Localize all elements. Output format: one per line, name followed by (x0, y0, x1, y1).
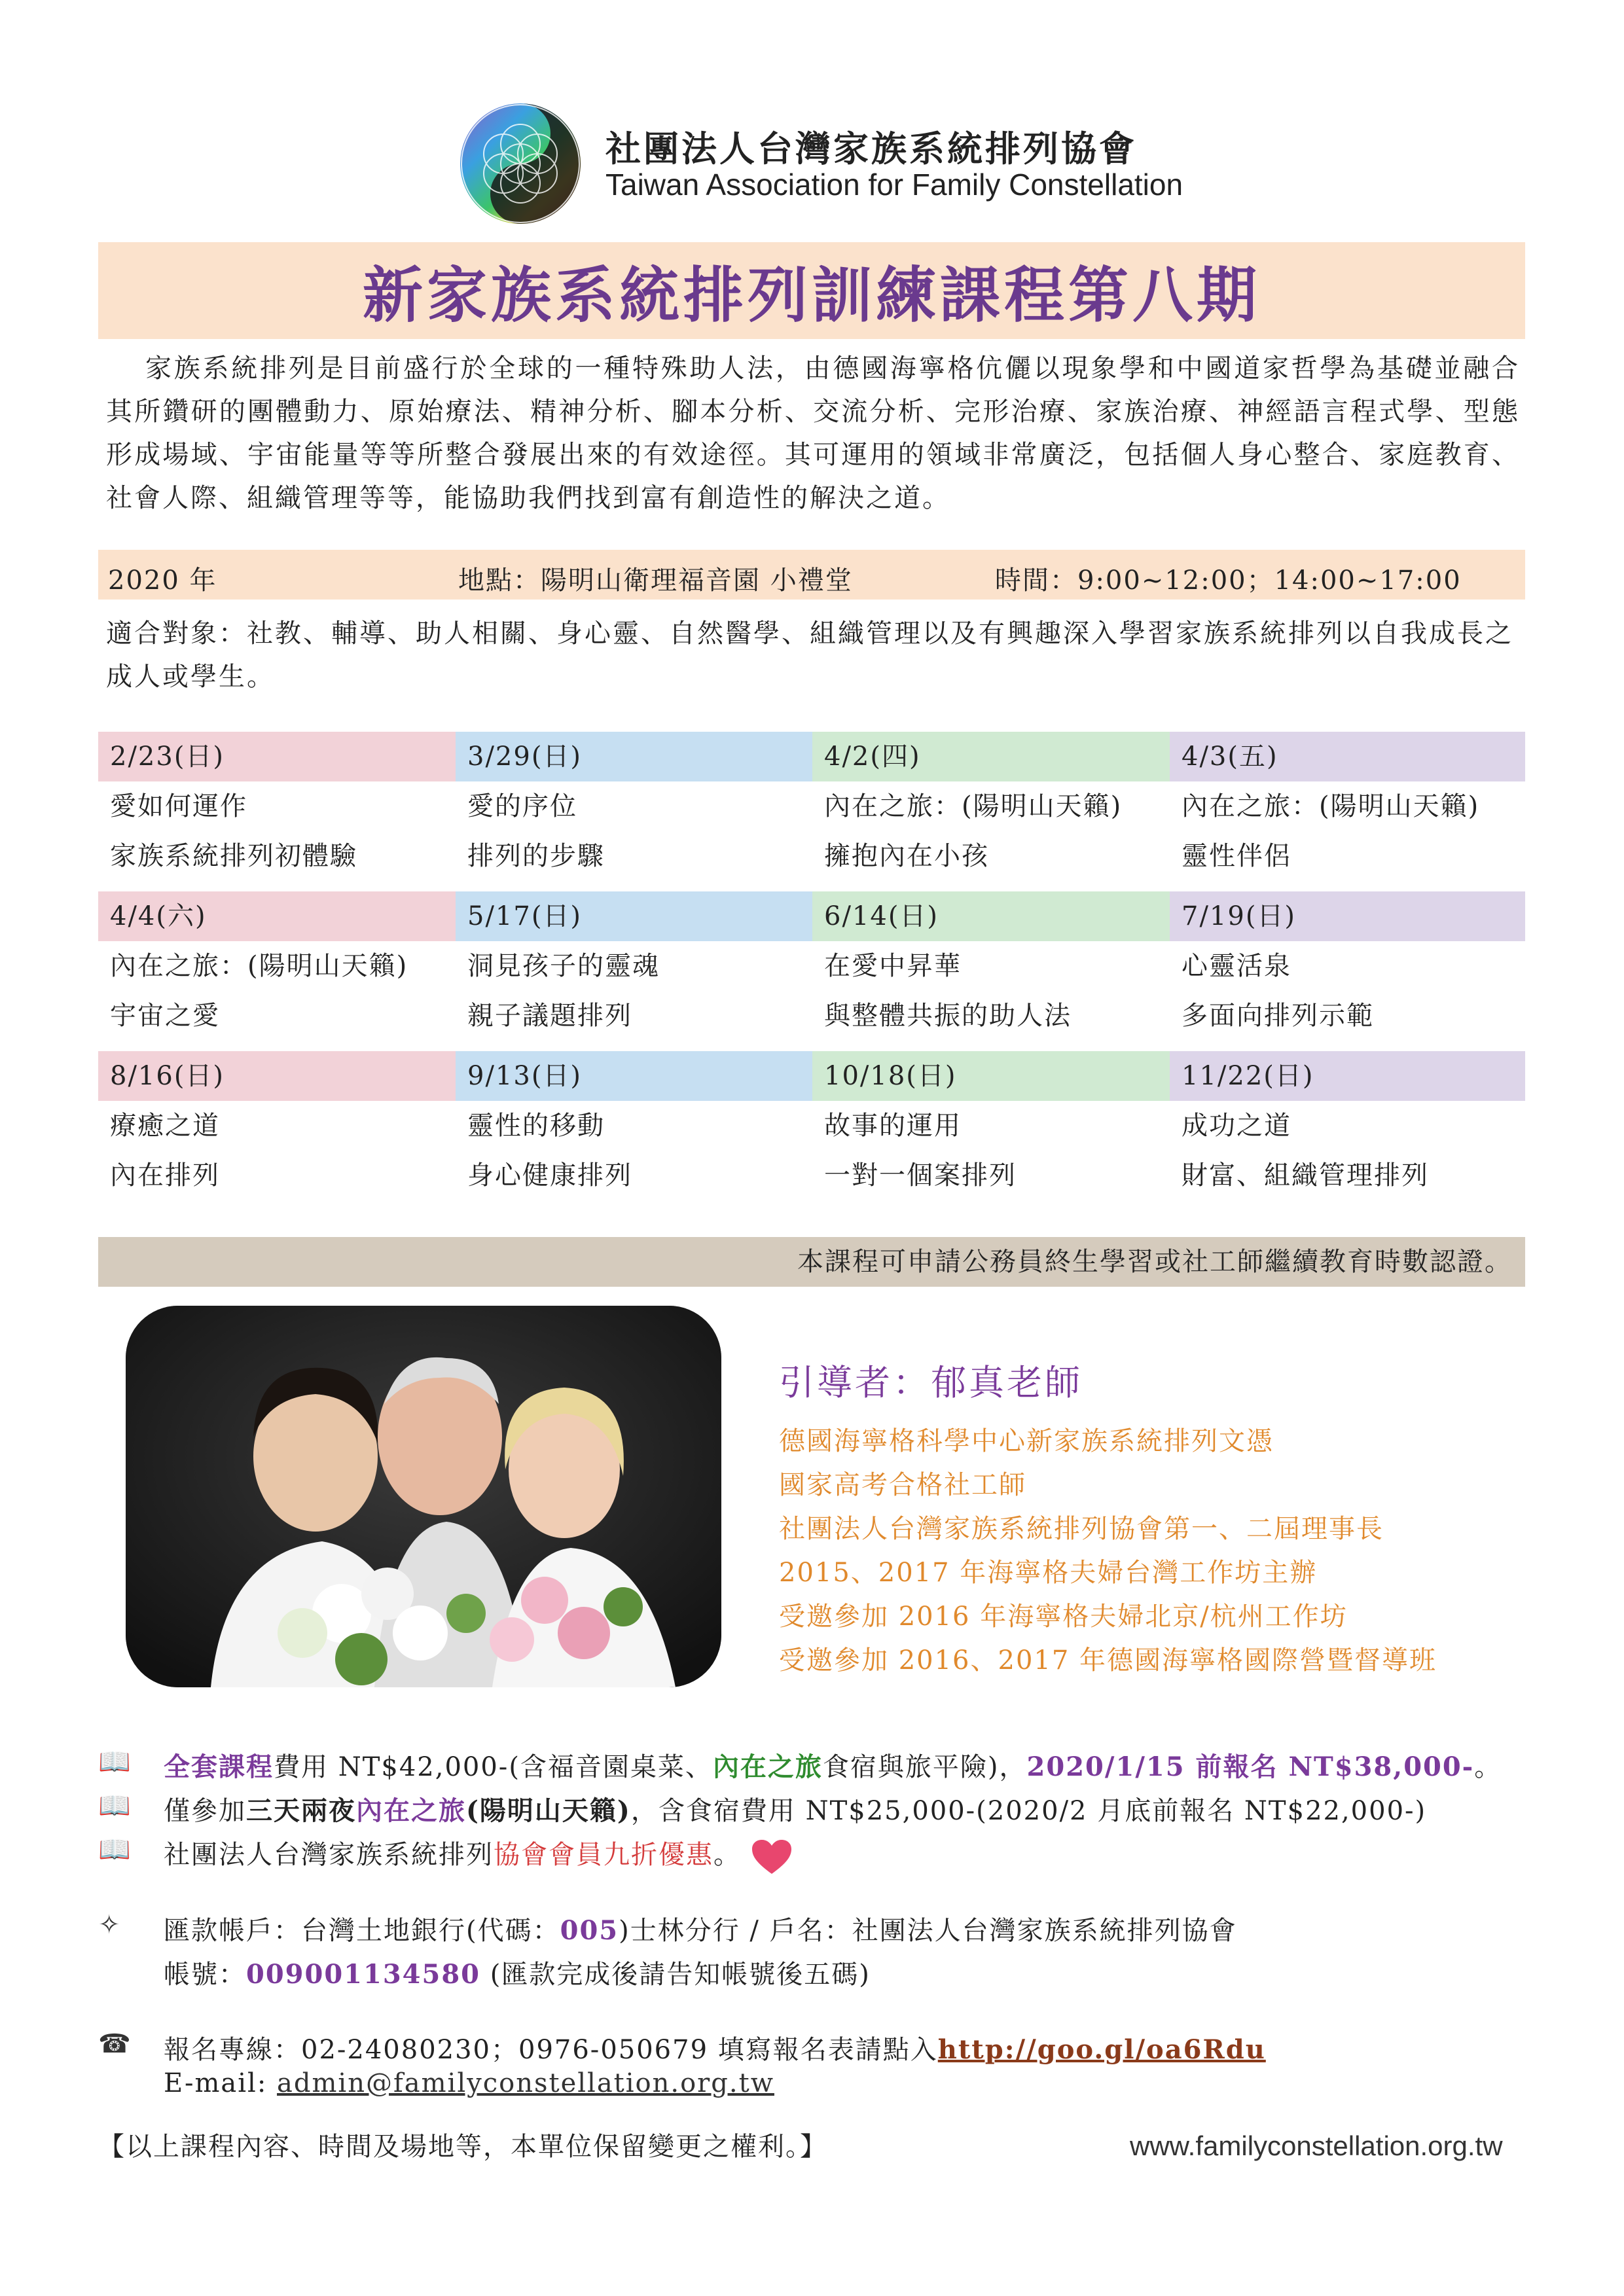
session-subtopic: 親子議題排列 (467, 1001, 632, 1031)
schedule-cell (456, 732, 812, 881)
session-date: 4/2(四) (812, 732, 1170, 781)
credential-item: 社團法人台灣家族系統排列協會第一、二屆理事長 (779, 1514, 1384, 1544)
account-label: 帳號： (164, 1960, 246, 1990)
account-number: 009001134580 (246, 1959, 480, 1990)
schedule-cell (456, 891, 812, 1041)
info-time: 時間：9:00~12:00；14:00~17:00 (995, 565, 1462, 596)
session-subtopic: 靈性伴侶 (1182, 841, 1291, 871)
schedule-cell (812, 1051, 1170, 1200)
session-date: 3/29(日) (456, 732, 812, 781)
credential-item: 受邀參加 2016、2017 年德國海寧格國際營暨督導班 (779, 1645, 1437, 1676)
session-topic: 洞見孩子的靈魂 (467, 951, 660, 981)
registration-link[interactable]: http://goo.gl/oa6Rdu (937, 2034, 1266, 2065)
pricing-full-course (164, 1746, 1502, 1784)
schedule-cell (1170, 891, 1525, 1041)
instructor-photo (126, 1306, 721, 1687)
session-topic: 心靈活泉 (1182, 951, 1291, 981)
schedule-cell (98, 732, 456, 881)
schedule-cell (812, 732, 1170, 881)
only-join-label: 僅參加 (164, 1796, 246, 1826)
audience-text: 適合對象：社教、輔導、助人相關、身心靈、自然醫學、組織管理以及有興趣深入學習家族系統排列以自我成長之成人或學生。 (106, 619, 1513, 692)
inner-journey-label: 內在之旅 (712, 1751, 823, 1782)
open-book-icon: 📖 (98, 1791, 131, 1821)
credential-item: 德國海寧格科學中心新家族系統排列文憑 (779, 1426, 1274, 1456)
three-days-label: 三天兩夜 (246, 1795, 356, 1826)
session-topic: 內在之旅：(陽明山天籟) (824, 791, 1123, 821)
session-subtopic: 身心健康排列 (467, 1160, 632, 1191)
schedule-cell (456, 1051, 812, 1200)
open-book-icon: 📖 (98, 1747, 131, 1777)
email-label: E-mail: (164, 2068, 278, 2098)
info-year: 2020 年 (108, 565, 217, 596)
session-date: 4/3(五) (1170, 732, 1525, 781)
account-note: (匯款完成後請告知帳號後五碼) (480, 1960, 871, 1990)
pricing-member-discount (164, 1834, 793, 1875)
open-book-icon: 📖 (98, 1835, 131, 1865)
inner-journey-label: 內在之旅 (356, 1795, 466, 1826)
bank-account-line (164, 1910, 1237, 1947)
instructor-title: 引導者：郁真老師 (779, 1362, 1083, 1403)
full-course-fee-tail: 食宿與旅平險)， (822, 1752, 1027, 1782)
session-topic: 靈性的移動 (467, 1111, 605, 1141)
photo-illustration (126, 1306, 721, 1687)
flower-of-life-yinyang-logo (455, 98, 586, 229)
intro-paragraph: 家族系統排列是目前盛行於全球的一種特殊助人法，由德國海寧格伉儷以現象學和中國道家哲學為基礎並融合其所鑽研的團體動力、原始療法、精神分析、腳本分析、交流分析、完形治療、家族治療、神經語言程式學、型態形成場域、宇宙能量等等所整合發展出來的有效途徑。其可運用的領域非常廣泛，包括個人身心整合、家庭教育、社會人際、組織管理等等，能協助我們找到富有創造性的解決之道。 (106, 353, 1520, 513)
schedule-cell (98, 1051, 456, 1200)
certification-note: 本課程可申請公務員終生學習或社工師繼續教育時數認證。 (797, 1247, 1512, 1277)
session-subtopic: 一對一個案排列 (824, 1160, 1017, 1191)
heart-icon (751, 1839, 793, 1875)
bank-label: 匯款帳戶：台灣土地銀行(代碼： (164, 1916, 560, 1946)
session-date: 4/4(六) (98, 891, 456, 941)
session-topic: 內在之旅：(陽明山天籟) (1182, 791, 1480, 821)
session-topic: 愛如何運作 (110, 791, 247, 821)
session-date: 10/18(日) (812, 1051, 1170, 1101)
inner-journey-fee: ，含食宿費用 NT$25,000-(2020/2 月底前報名 NT$22,000-) (630, 1796, 1427, 1826)
member-org-label: 社團法人台灣家族系統排列 (164, 1840, 494, 1870)
bank-branch: )士林分行 / 戶名：社團法人台灣家族系統排列協會 (619, 1916, 1237, 1946)
email-link[interactable]: admin@familyconstellation.org.tw (277, 2068, 774, 2098)
session-subtopic: 排列的步驟 (467, 841, 605, 871)
session-date: 6/14(日) (812, 891, 1170, 941)
contact-line (164, 2029, 1266, 2066)
member-discount-end: 。 (713, 1840, 741, 1870)
session-date: 9/13(日) (456, 1051, 812, 1101)
session-subtopic: 宇宙之愛 (110, 1001, 220, 1031)
venue-label: (陽明山天籟) (466, 1795, 631, 1826)
email-line (164, 2068, 774, 2098)
telephone-icon: ☎ (98, 2029, 131, 2059)
session-topic: 成功之道 (1182, 1111, 1291, 1141)
session-date: 7/19(日) (1170, 891, 1525, 941)
session-topic: 愛的序位 (467, 791, 577, 821)
pricing-inner-journey (164, 1790, 1426, 1827)
session-date: 5/17(日) (456, 891, 812, 941)
info-place: 地點：陽明山衛理福音園 小禮堂 (458, 565, 853, 596)
schedule-cell (98, 891, 456, 1041)
credential-item: 受邀參加 2016 年海寧格夫婦北京/杭州工作坊 (779, 1602, 1348, 1632)
session-subtopic: 與整體共振的助人法 (824, 1001, 1072, 1031)
phone-text: 報名專線：02-24080230；0976-050679 填寫報名表請點入 (164, 2035, 938, 2065)
credential-item: 國家高考合格社工師 (779, 1470, 1026, 1500)
schedule-cell (1170, 1051, 1525, 1200)
footer-note: 【以上課程內容、時間及場地等，本單位保留變更之權利。】 (98, 2132, 827, 2162)
early-bird-price: 2020/1/15 前報名 NT$38,000- (1026, 1751, 1475, 1782)
bank-code: 005 (560, 1915, 619, 1946)
page-title: 新家族系統排列訓練課程第八期 (362, 260, 1261, 331)
full-course-end: 。 (1474, 1752, 1502, 1782)
org-name-zh: 社團法人台灣家族系統排列協會 (605, 128, 1137, 170)
account-number-line (164, 1954, 871, 1991)
full-course-fee: 費用 NT$42,000-(含福音園桌菜、 (274, 1752, 713, 1782)
session-date: 11/22(日) (1170, 1051, 1525, 1101)
session-date: 8/16(日) (98, 1051, 456, 1101)
credential-item: 2015、2017 年海寧格夫婦台灣工作坊主辦 (779, 1558, 1318, 1588)
session-subtopic: 擁抱內在小孩 (824, 841, 989, 871)
session-subtopic: 多面向排列示範 (1182, 1001, 1374, 1031)
session-subtopic: 家族系統排列初體驗 (110, 841, 357, 871)
full-course-label: 全套課程 (164, 1751, 274, 1782)
session-subtopic: 內在排列 (110, 1160, 220, 1191)
session-topic: 療癒之道 (110, 1111, 220, 1141)
member-discount-label: 協會會員九折優惠 (494, 1840, 713, 1870)
session-topic: 故事的運用 (824, 1111, 962, 1141)
session-topic: 內在之旅：(陽明山天籟) (110, 951, 408, 981)
session-subtopic: 財富、組織管理排列 (1182, 1160, 1429, 1191)
session-date: 2/23(日) (98, 732, 456, 781)
org-name-en: Taiwan Association for Family Constellation (605, 168, 1183, 202)
schedule-cell (812, 891, 1170, 1041)
four-point-star-icon: ✧ (98, 1910, 120, 1940)
session-topic: 在愛中昇華 (824, 951, 962, 981)
schedule-cell (1170, 732, 1525, 881)
footer-website-link[interactable]: www.familyconstellation.org.tw (1130, 2130, 1503, 2161)
